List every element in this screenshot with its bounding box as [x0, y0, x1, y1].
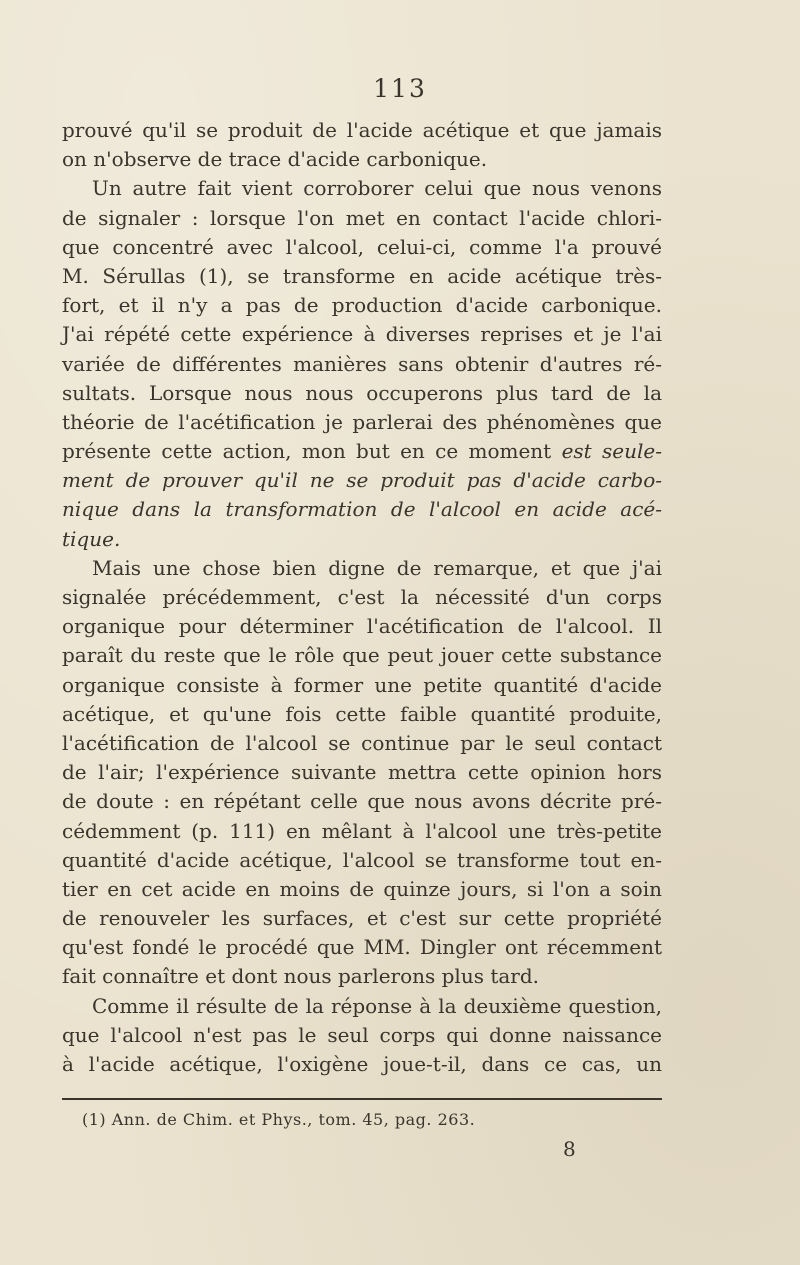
- text-line-content: de renouveler les surfaces, et c'est sur cette propriété: [62, 906, 662, 931]
- text-line: [62, 204, 662, 233]
- text-line: [62, 641, 662, 670]
- text-line: [62, 1050, 662, 1079]
- text-line: [62, 466, 662, 495]
- text-line-content: que concentré avec l'alcool, celui-ci, comme l'a prouvé: [62, 234, 662, 259]
- body-text: [62, 116, 662, 1079]
- text-line-content: fait connaître et dont nous parlerons plus tard.: [62, 964, 540, 989]
- text-line: [62, 992, 662, 1021]
- text-line: [62, 262, 662, 291]
- text-line: [62, 758, 662, 787]
- text-line: [62, 1021, 662, 1050]
- text-line: [62, 700, 662, 729]
- text-line-content: Mais une chose bien digne de remarque, et que j'ai: [92, 555, 662, 580]
- text-line: [62, 379, 662, 408]
- text-line: [62, 291, 662, 320]
- text-line: [62, 612, 662, 641]
- text-line: [62, 962, 662, 991]
- text-line: [62, 671, 662, 700]
- signature-mark: 8: [563, 1137, 576, 1161]
- text-line-content: M. Sérullas (1), se transforme en acide acétique très-: [62, 263, 662, 288]
- text-line-content: organique pour déterminer l'acétification de l'alcool. Il: [62, 614, 662, 639]
- text-line-content: prouvé qu'il se produit de l'acide acétique et que jamais: [62, 118, 662, 142]
- text-line-content: sultats. Lorsque nous nous occuperons plus tard de la: [62, 380, 662, 405]
- italic-tail: est seule-: [561, 439, 662, 464]
- text-line: [62, 437, 662, 466]
- text-line: [62, 904, 662, 933]
- footnote: (1) Ann. de Chim. et Phys., tom. 45, pag. 263.: [82, 1110, 476, 1129]
- text-line-content: ment de prouver qu'il ne se produit pas d'acide carbo-: [62, 468, 662, 493]
- text-line: [62, 174, 662, 203]
- text-line-content: de l'air; l'expérience suivante mettra cette opinion hors: [62, 760, 662, 785]
- text-line-content: l'acétification de l'alcool se continue par le seul contact: [62, 730, 662, 755]
- text-line-content: présente cette action, mon but en ce moment: [62, 439, 552, 464]
- text-line-content: Un autre fait vient corroborer celui que nous venons: [92, 176, 662, 201]
- page-number: 113: [373, 74, 427, 103]
- text-line-content: variée de différentes manières sans obtenir d'autres ré-: [62, 351, 662, 376]
- text-line: [62, 116, 662, 145]
- text-line: [62, 817, 662, 846]
- text-line-content: signalée précédemment, c'est la nécessité d'un corps: [62, 585, 662, 609]
- text-line: [62, 846, 662, 875]
- text-line-content: organique consiste à former une petite quantité d'acide: [62, 672, 662, 697]
- footnote-rule: [62, 1098, 662, 1100]
- text-line-content: fort, et il n'y a pas de production d'acide carbonique.: [62, 293, 662, 318]
- text-line: [62, 787, 662, 816]
- text-line-content: Comme il résulte de la réponse à la deuxième question,: [92, 993, 662, 1018]
- text-line: [62, 495, 662, 524]
- text-line: [62, 554, 662, 583]
- text-line-content: J'ai répété cette expérience à diverses reprises et je l'ai: [62, 322, 662, 347]
- text-line: [62, 729, 662, 758]
- text-line-content: à l'acide acétique, l'oxigène joue-t-il, dans ce cas, un: [62, 1052, 662, 1076]
- text-line: [62, 408, 662, 437]
- text-line-content: nique dans la transformation de l'alcool en acide acé-: [62, 497, 662, 522]
- text-line-content: on n'observe de trace d'acide carbonique.: [62, 147, 488, 172]
- text-line: [62, 933, 662, 962]
- text-line: [62, 350, 662, 379]
- text-line: [62, 233, 662, 262]
- text-line: [62, 145, 662, 174]
- text-line-content: tier en cet acide en moins de quinze jours, si l'on a soin: [62, 876, 662, 901]
- text-line: [62, 875, 662, 904]
- text-line: [62, 320, 662, 349]
- text-line-content: acétique, et qu'une fois cette faible quantité produite,: [62, 701, 662, 726]
- text-line-content: paraît du reste que le rôle que peut jouer cette substance: [62, 643, 662, 668]
- text-line-content: quantité d'acide acétique, l'alcool se transforme tout en-: [62, 847, 662, 872]
- text-line: [62, 525, 662, 554]
- text-line-content: qu'est fondé le procédé que MM. Dingler ont récemment: [62, 935, 662, 960]
- text-line-content: tique.: [62, 526, 121, 551]
- text-line-content: de doute : en répétant celle que nous avons décrite pré-: [62, 789, 662, 814]
- text-line-content: de signaler : lorsque l'on met en contact l'acide chlori-: [62, 205, 662, 230]
- text-line: [62, 583, 662, 612]
- text-line-content: que l'alcool n'est pas le seul corps qui donne naissance: [62, 1022, 662, 1047]
- text-line-content: cédemment (p. 111) en mêlant à l'alcool une très-petite: [62, 818, 662, 843]
- text-line-content: théorie de l'acétification je parlerai des phénomènes que: [62, 409, 662, 434]
